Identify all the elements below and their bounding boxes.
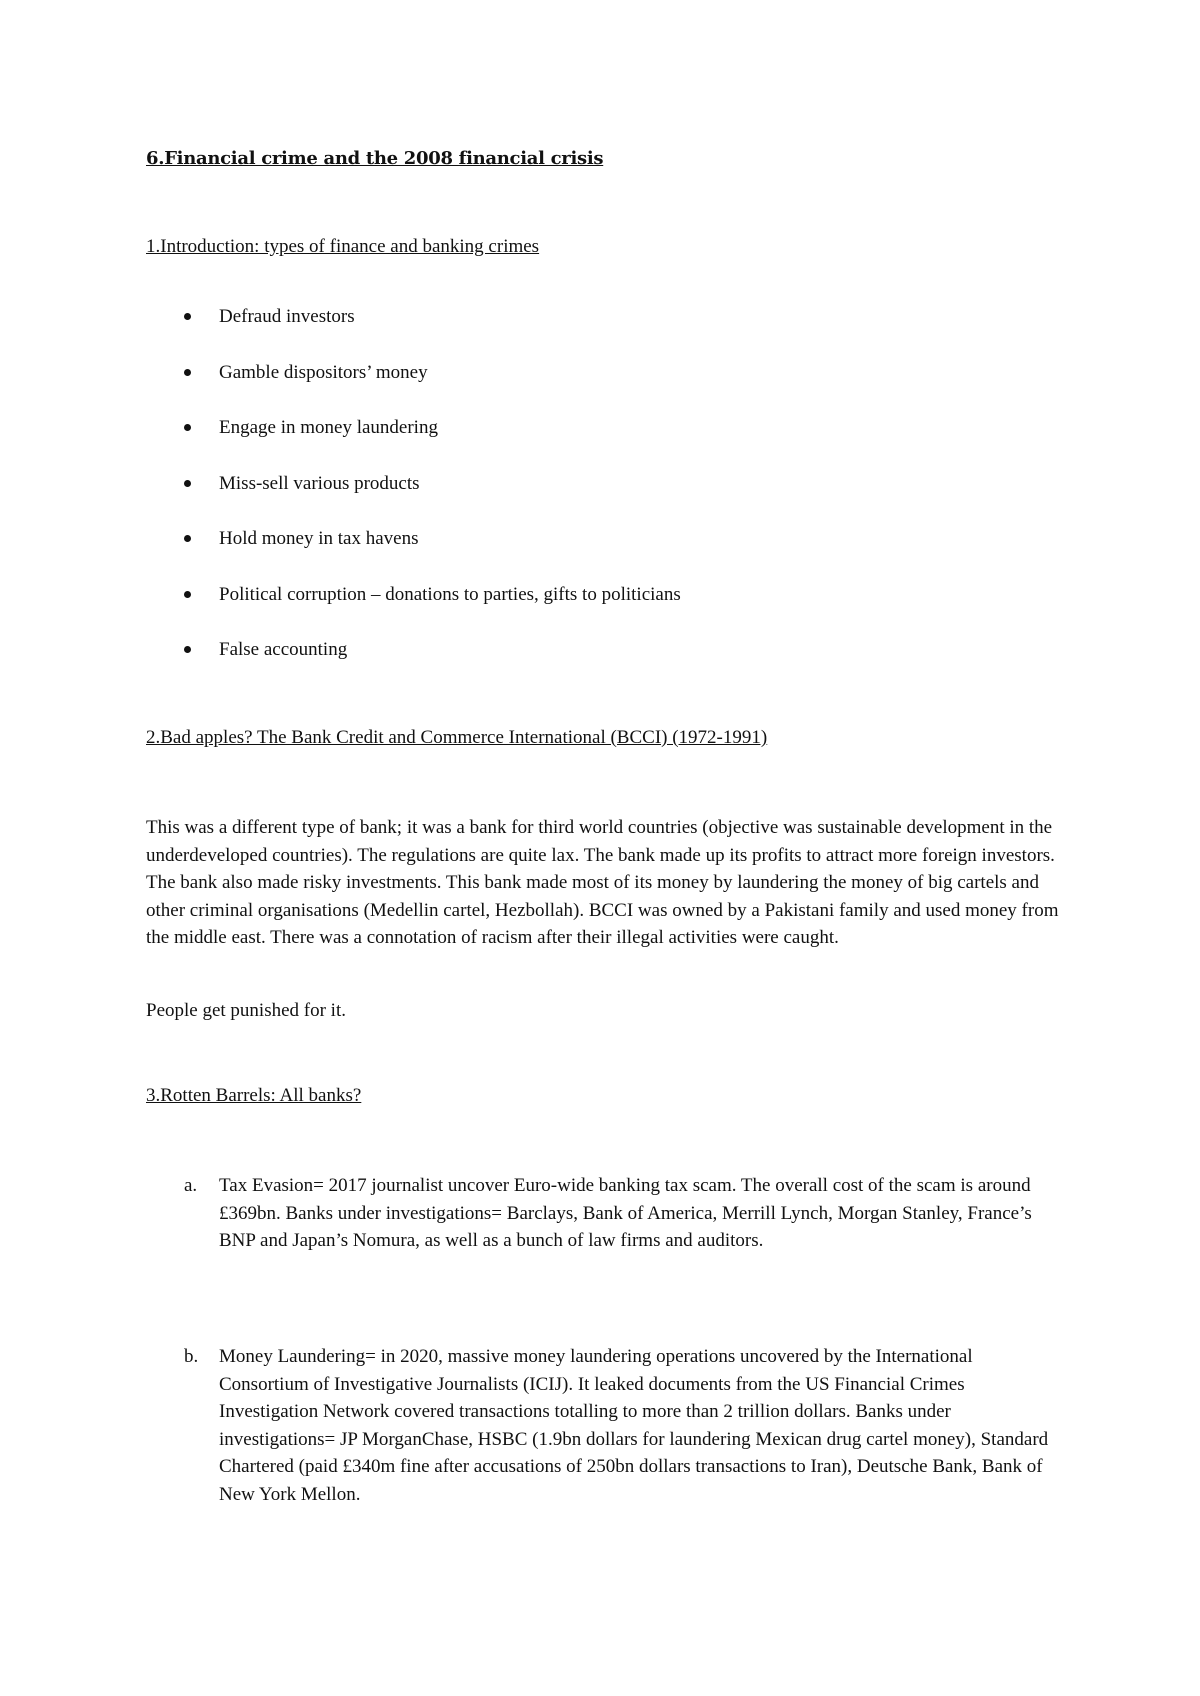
bullet-icon (184, 646, 191, 653)
list-item-text: Engage in money laundering (219, 417, 438, 438)
list-item (184, 306, 681, 362)
bullet-icon (184, 480, 191, 487)
list-marker: a. (184, 1175, 198, 1196)
list-item-text: Money Laundering= in 2020, massive money laundering operations uncovered by the International Consortium of Investigative Journalists (ICIJ). It leaked documents from the US Financial Crimes Investigation Network covered transactions totalling to more than 2 trillion dollars. Banks under investigations= JP MorganChase, HSBC (1.9bn dollars for laundering Mexican drug cartel money), Standard Chartered (paid £340m fine after accusations of 250bn dollars transactions to Iran), Deutsche Bank, Bank of New York Mellon. (219, 1346, 1049, 1505)
bullet-icon (184, 591, 191, 598)
list-item-text: Tax Evasion= 2017 journalist uncover Euro-wide banking tax scam. The overall cost of the scam is around £369bn. Banks under investigations= Barclays, Bank of America, Merrill Lynch, Morgan Stanley, France’s BNP and Japan’s Nomura, as well as a bunch of law firms and auditors. (219, 1175, 1032, 1251)
bullet-icon (184, 535, 191, 542)
bullet-icon (184, 313, 191, 320)
crime-types-list (184, 306, 681, 695)
list-item-text: Miss-sell various products (219, 472, 420, 494)
list-item (184, 639, 681, 695)
list-item-text: Defraud investors (219, 306, 355, 327)
list-item-text: Gamble dispositors’ money (219, 361, 428, 383)
list-item (184, 417, 681, 473)
list-item-text: Hold money in tax havens (219, 528, 419, 549)
bcci-paragraph: This was a different type of bank; it was a bank for third world countries (objective was sustainable development in the underdeveloped countries). The regulations are quite lax. The bank made up its profits to attract more foreign investors. The bank also made risky investments. This bank made most of its money by laundering the money of big cartels and other criminal organisations (Medellin cartel, Hezbollah). BCCI was owned by a Pakistani family and used money from the middle east. There was a connotation of racism after their illegal activities were caught. (146, 817, 1059, 948)
section-3-heading: 3.Rotten Barrels: All banks? (146, 1085, 362, 1106)
list-item (184, 584, 681, 640)
list-item-tax-evasion (184, 1172, 1064, 1255)
list-item (184, 528, 681, 584)
list-item (184, 473, 681, 529)
list-item (184, 362, 681, 418)
section-1-heading: 1.Introduction: types of finance and banking crimes (146, 236, 540, 257)
list-item-text: Political corruption – donations to parties, gifts to politicians (219, 583, 681, 605)
punishment-paragraph: People get punished for it. (146, 1000, 346, 1021)
list-item-text: False accounting (219, 639, 348, 660)
document-title: 6.Financial crime and the 2008 financial crisis (146, 148, 604, 169)
section-2-heading: 2.Bad apples? The Bank Credit and Commerce International (BCCI) (1972-1991) (146, 727, 768, 748)
bullet-icon (184, 424, 191, 431)
list-marker: b. (184, 1346, 199, 1367)
bullet-icon (184, 369, 191, 376)
list-item-money-laundering (184, 1343, 1064, 1508)
